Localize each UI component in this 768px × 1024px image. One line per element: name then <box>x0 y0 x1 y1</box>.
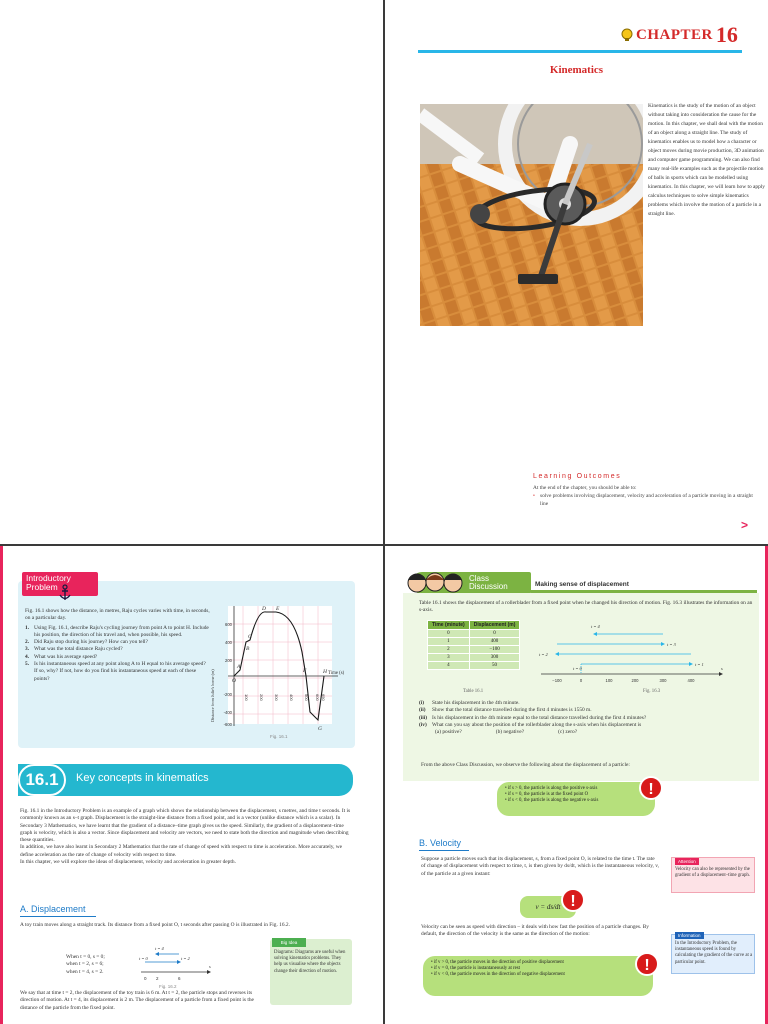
y-tick: -200 <box>223 692 232 697</box>
graph-point-label: F <box>303 668 307 674</box>
table-row <box>428 630 520 638</box>
diagram-label: t = 2 <box>539 652 548 657</box>
velocity-rules-box <box>423 956 653 996</box>
graph-point-label: B <box>246 646 250 652</box>
page-edge-rule <box>0 546 3 1024</box>
x-tick: 200 <box>259 694 264 701</box>
list-item <box>25 625 210 640</box>
diagram-tick: −100 <box>552 678 562 683</box>
warning-icon: ! <box>635 952 659 976</box>
diagram-label: t = 1 <box>695 662 704 667</box>
graph-point-label: G <box>318 726 322 732</box>
item-text: Did Raju stop during his journey? How can you tell? <box>34 639 148 646</box>
diagram-label: s <box>209 964 211 969</box>
intro-problem-list <box>25 625 210 683</box>
class-discussion-title: Making sense of displacement <box>535 581 629 588</box>
figure-caption: Fig. 16.3 <box>643 689 661 694</box>
warning-icon: ! <box>639 776 663 800</box>
list-item <box>25 646 210 653</box>
x-tick: 100 <box>244 694 249 701</box>
y-axis-label: Distance from Julie's home (m) <box>210 669 215 722</box>
position-line: When t = 0, s = 0; <box>66 954 105 960</box>
diagram-label: t = 4 <box>591 624 600 629</box>
velocity-heading: B. Velocity <box>419 838 462 848</box>
chapter-divider <box>418 50 742 53</box>
chapter-blank-page <box>0 0 383 544</box>
question-item <box>419 715 754 722</box>
displacement-rules-box <box>497 782 655 816</box>
subpart: (a) positive? <box>435 729 462 736</box>
learning-outcomes-lead: At the end of the chapter, you should be able to: <box>533 485 637 491</box>
learning-outcome-text: solve problems involving displacement, velocity and acceleration of a particle moving in a straight line <box>540 493 753 507</box>
diagram-label: s <box>721 666 723 671</box>
attention-tag: Attention <box>675 858 699 865</box>
intro-problem-tag: Introductory Problem <box>22 572 98 596</box>
question-text: What can you say about the position of the rollerblader along the s-axis when his displacement is <box>432 721 642 728</box>
question-number: (i) <box>419 700 425 706</box>
velocity-text: Suppose a particle moves such that its displacement, s, from a fixed point O, is related to the time t. The rate of change of displacement with respect to time, t, is then given by ds/dt, which is the instantaneous velocity, v, of the particle at a given instant: <box>421 856 659 877</box>
fig-16-1-graph <box>206 602 356 746</box>
question-number: (iii) <box>419 714 428 721</box>
velocity-explanation: Velocity can be seen as speed with direction – it deals with how fast the position of a particle changes. By default, the direction of the velocity is the same as the direction of the motion: <box>421 924 649 938</box>
section-body <box>20 808 352 866</box>
table-16-1 <box>427 620 520 670</box>
rule-line: • if s < 0, the particle is along the negative s-axis <box>505 798 599 804</box>
section-paragraph: Fig. 16.1 in the Introductory Problem is an example of a graph which shows the relationship between the displacement, s metres, and time t seconds. It is commonly known as an s–t graph. Displacement is the straight-line distance from a fixed point, and is a vector (unlike distance which is a scalar). In Secondary 3 Mathematics, we have learnt that the gradient of a distance–time graph gives us the speed. Similarly, the gradient of a displacement–time graph is velocity, which is also a vector. Since displacement and velocity are vectors, we need to state both the direction and magnitude when describing these quantities. <box>20 808 351 844</box>
diagram-label: t = 3 <box>667 642 676 647</box>
observation-text: From the above Class Discussion, we observe the following about the displacement of a particle: <box>421 762 630 768</box>
y-tick: 200 <box>225 658 232 663</box>
item-text: Using Fig. 16.1, describe Raju's cycling journey from point A to point H. Include his position, the direction of his travel and, when possible, his speed. <box>34 624 209 638</box>
table-row <box>428 654 520 662</box>
bullet-icon: • <box>533 493 535 499</box>
diagram-tick: 2 <box>156 976 159 981</box>
x-tick: 300 <box>274 694 279 701</box>
x-tick: 650 <box>321 694 326 701</box>
heading-underline <box>419 850 469 851</box>
table-cell: 0 <box>428 630 470 638</box>
x-tick: 500 <box>304 694 309 701</box>
rule-line: • if s > 0, the particle is along the positive s-axis <box>505 786 598 791</box>
section-paragraph: In this chapter, we will explore the ideas of displacement, velocity and acceleration in greater depth. <box>20 859 236 866</box>
rule-line: • if v > 0, the particle moves in the direction of positive displacement <box>431 960 564 965</box>
x-tick: 600 <box>315 694 320 701</box>
item-number: 1. <box>25 624 30 631</box>
rule-line: • if v < 0, the particle moves in the direction of negative displacement <box>431 972 565 978</box>
x-axis-label: Time (s) <box>328 671 345 676</box>
graph-point-label: O <box>232 678 236 684</box>
graph-point-label: A <box>237 664 241 670</box>
column-header: Time (minute) <box>428 621 470 630</box>
learning-outcomes-text <box>533 484 753 508</box>
subpart: (c) zero? <box>558 729 578 736</box>
position-line: when t = 4, s = 2. <box>66 968 104 975</box>
question-number: (ii) <box>419 707 426 714</box>
learning-outcomes-item <box>533 492 753 508</box>
table-row <box>428 662 520 670</box>
list-item <box>25 661 210 683</box>
y-tick: 600 <box>225 622 232 627</box>
section-title: Key concepts in kinematics <box>76 772 209 784</box>
figure-caption: Fig. 16.1 <box>270 734 288 739</box>
table-cell: 2 <box>428 646 470 654</box>
y-tick: 400 <box>225 640 232 645</box>
chapter-intro-text: Kinematics is the study of the motion of an object without taking into consideration the cause for the motion. In this chapter, we shall deal with the motion of an object along a straight line. The study of kinematics enables us to model how a character or object moves during movie production, 3D animation and computer game programming. We can also find many real-life examples such as the projectile motion of balls in sports which can be modelled using kinematics. In this chapter, we will learn how to apply calculus techniques to solve simple kinematics problems which involve the motion of a particle in a straight line. <box>648 103 765 217</box>
section-paragraph: In addition, we have also learnt in Secondary 2 Mathematics that the rate of change of speed with respect to time is acceleration. More accurately, we define acceleration as the rate of change of velocity with respect to time. <box>20 844 343 858</box>
table-caption: Table 16.1 <box>463 689 484 694</box>
table-cell: 400 <box>469 638 520 646</box>
section-number: 16.1 <box>18 764 66 796</box>
list-item <box>25 654 210 661</box>
position-line: when t = 2, s = 6; <box>66 961 104 968</box>
displacement-heading: A. Displacement <box>20 904 86 914</box>
diagram-tick: 0 <box>579 678 583 683</box>
chapter-number: 16 <box>715 22 738 47</box>
table-cell: 1 <box>428 638 470 646</box>
figure-caption: Fig. 16.2 <box>159 984 177 989</box>
y-tick: -600 <box>223 722 232 727</box>
item-number: 5. <box>25 661 30 668</box>
item-number: 4. <box>25 653 30 660</box>
diagram-label: t = 0 <box>573 666 582 671</box>
heading-underline <box>20 916 96 917</box>
list-item <box>25 639 210 646</box>
item-text: What was the total distance Raju cycled? <box>34 646 123 653</box>
graph-point-label: E <box>276 606 280 612</box>
question-text: State his displacement in the 4th minute. <box>432 700 520 706</box>
class-discussion-questions <box>419 700 754 736</box>
table-cell: 4 <box>428 662 470 670</box>
attention-text: Velocity can also be represented by the gradient of a displacement–time graph. <box>675 867 750 879</box>
warning-icon: ! <box>561 888 585 912</box>
question-item <box>419 722 754 729</box>
item-number: 3. <box>25 646 30 653</box>
item-text: What was his average speed? <box>34 653 98 660</box>
learning-outcomes-title: Learning Outcomes <box>533 473 622 480</box>
table-cell: 50 <box>469 662 520 670</box>
graph-point-label: C <box>248 634 252 640</box>
lightbulb-icon <box>621 28 633 42</box>
fig-16-3-diagram <box>537 620 727 690</box>
class-discussion-label: Class Discussion <box>469 574 508 591</box>
chapter-title: Kinematics <box>549 64 604 76</box>
next-page-arrow[interactable]: > <box>741 518 749 532</box>
y-tick: -400 <box>223 710 232 715</box>
bicycle-photo <box>420 104 643 326</box>
graph-point-label: D <box>262 606 266 612</box>
table-header-row <box>428 621 520 630</box>
displacement-text: A toy train moves along a straight track. Its distance from a fixed point O, t seconds after passing O is illustrated in Fig. 16.2. <box>20 922 290 928</box>
fig-16-2-diagram <box>135 940 215 990</box>
velocity-formula: v = ds/dt <box>520 896 576 918</box>
table-cell: 0 <box>469 630 520 638</box>
table-row <box>428 646 520 654</box>
displacement-explanation: We say that at time t = 2, the displacement of the toy train is 6 m. At t = 2, the particle stops and reverses its direction of motion. At t = 4, its displacement is 2 m. The displacement of a particle from a fixed point is the distance of the particle from the fixed point. <box>20 990 254 1011</box>
table-cell: −100 <box>469 646 520 654</box>
diagram-tick: 300 <box>659 678 667 683</box>
anchor-icon <box>58 584 72 602</box>
information-tag: Information <box>675 932 704 939</box>
diagram-label: t = 0 <box>139 956 148 961</box>
table-row <box>428 638 520 646</box>
table-cell: 3 <box>428 654 470 662</box>
diagram-tick: 400 <box>687 678 695 683</box>
table-cell: 300 <box>469 654 520 662</box>
intro-problem-text <box>25 608 210 683</box>
big-idea-text: Diagrams: Diagrams are useful when solving kinematics problems. They help us visualise where the objects change their direction of motion. <box>274 950 346 974</box>
item-number: 2. <box>25 639 30 646</box>
column-header: Displacement (m) <box>469 621 520 630</box>
question-subparts <box>419 729 754 736</box>
question-text: Show that the total distance travelled during the first 4 minutes is 1550 m. <box>432 707 592 714</box>
diagram-label: t = 2 <box>181 956 190 961</box>
information-text: In the Introductory Problem, the instantaneous speed is found by calculating the gradient of the curve at a particular point. <box>675 941 753 965</box>
big-idea-tag: Big Idea <box>272 938 306 947</box>
chapter-word: CHAPTER <box>636 26 713 43</box>
rule-line: • if v = 0, the particle is instantaneously at rest <box>431 966 520 972</box>
item-text: Is his instantaneous speed at any point along A to H equal to his average speed? If so, why? If not, how do you find his instantaneous speed at each of these points? <box>34 661 206 682</box>
x-tick: 400 <box>289 694 294 701</box>
diagram-tick: 0 <box>144 976 147 981</box>
chapter-opener-page <box>385 0 768 544</box>
diagram-tick: 200 <box>631 678 639 683</box>
question-number: (iv) <box>419 721 427 728</box>
diagram-tick: 6 <box>178 976 181 981</box>
class-discussion-page <box>385 546 768 1024</box>
subpart: (b) negative? <box>495 729 525 736</box>
intro-problem-page <box>0 546 383 1024</box>
class-discussion-intro: Table 16.1 shows the displacement of a rollerblader from a fixed point when he changed his direction of motion. Fig. 16.3 illustrates the information on an s-axis. <box>419 600 753 614</box>
train-positions <box>66 954 146 976</box>
intro-problem-lead: Fig. 16.1 shows how the distance, in metres, Raju cycles varies with time, in seconds, on a particular day. <box>25 608 210 622</box>
chapter-heading <box>621 22 738 48</box>
question-text: Is his displacement in the 4th minute equal to the total distance travelled during the first 4 minutes? <box>432 714 647 721</box>
question-item <box>419 707 754 714</box>
graph-point-label: H <box>323 669 327 675</box>
diagram-label: t = 4 <box>155 946 164 951</box>
rule-line: • if s = 0, the particle is at the fixed point O <box>505 792 589 798</box>
diagram-tick: 100 <box>605 678 613 683</box>
